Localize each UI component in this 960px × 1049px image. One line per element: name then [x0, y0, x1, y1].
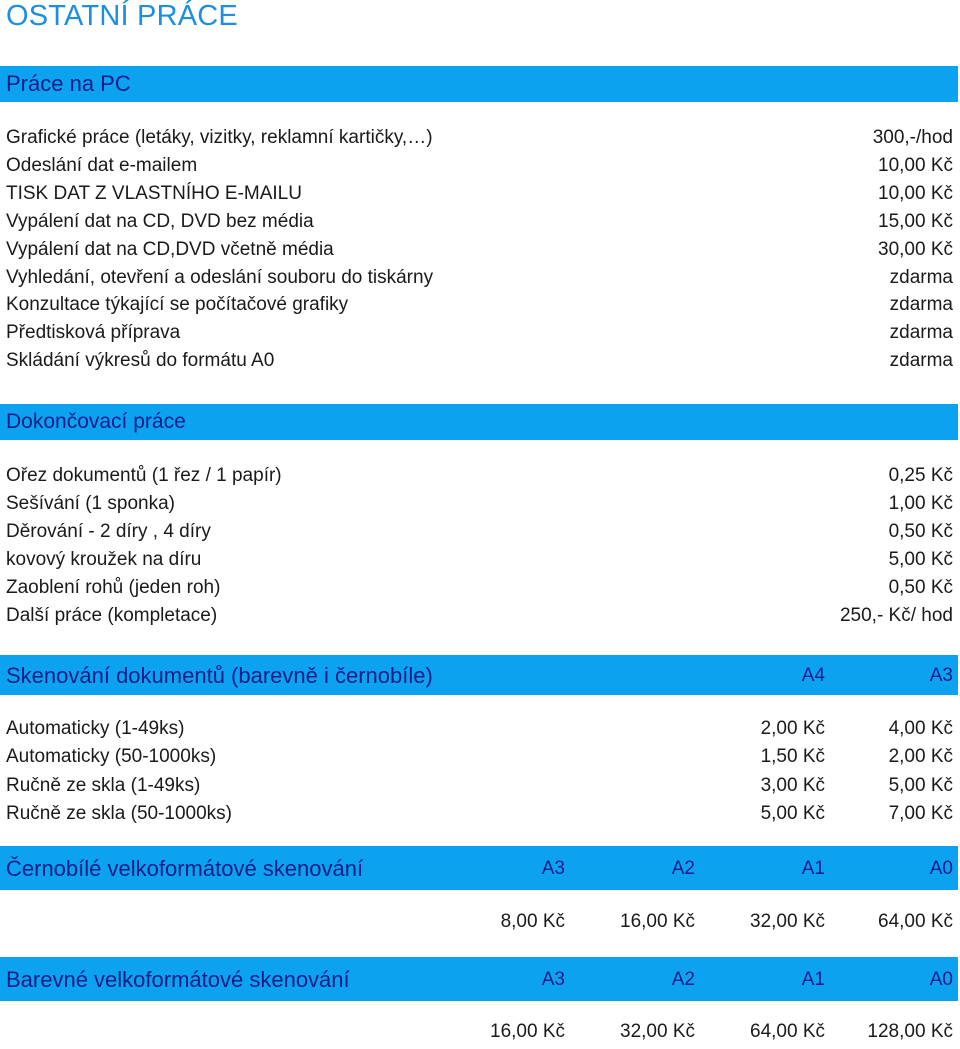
color-large-price-row [0, 1021, 960, 1049]
price-a3: 2,00 Kč [888, 746, 953, 768]
list-item [0, 183, 960, 211]
column-header-a3: A3 [929, 665, 953, 686]
list-item [0, 350, 960, 378]
item-label: Odeslání dat e-mailem [6, 154, 198, 176]
item-price: 5,00 Kč [888, 549, 953, 570]
item-price: 300,-/hod [872, 127, 953, 148]
item-label: Ručně ze skla (50-1000ks) [6, 802, 232, 824]
item-label: Konzultace týkající se počítačové grafiky [6, 294, 349, 316]
item-label: Automaticky (50-1000ks) [6, 746, 217, 768]
price-a4: 5,00 Kč [760, 802, 825, 824]
item-label: Další práce (kompletace) [6, 605, 218, 626]
price-a3: 5,00 Kč [888, 774, 953, 796]
item-label: Vypálení dat na CD, DVD bez média [6, 210, 314, 232]
column-header-a3: A3 [541, 858, 565, 879]
item-label: Skládání výkresů do formátu A0 [6, 350, 275, 372]
price-a4: 3,00 Kč [760, 774, 825, 796]
section-header-scanning [0, 655, 958, 695]
item-price: 30,00 Kč [878, 238, 953, 260]
list-item [0, 465, 960, 493]
column-header-a1: A1 [801, 858, 825, 879]
list-item [0, 493, 960, 521]
item-price: zdarma [889, 350, 953, 372]
item-label: Děrování - 2 díry , 4 díry [6, 521, 211, 542]
column-header-a4: A4 [801, 665, 825, 686]
section-title: Skenování dokumentů (barevně i černobíle) [6, 663, 433, 688]
section-title: Dokončovací práce [6, 410, 186, 433]
list-item [0, 239, 960, 267]
price-a3: 7,00 Kč [888, 802, 953, 824]
item-price: 250,- Kč/ hod [839, 605, 953, 626]
list-item [0, 322, 960, 350]
list-item [0, 605, 960, 633]
item-price: zdarma [889, 294, 953, 316]
item-price: 0,50 Kč [888, 577, 953, 598]
item-price: 10,00 Kč [878, 154, 953, 176]
list-item [0, 267, 960, 295]
item-label: Vyhledání, otevření a odeslání souboru do tiskárny [6, 266, 434, 288]
list-item [0, 775, 960, 803]
item-label: Ručně ze skla (1-49ks) [6, 774, 201, 796]
list-item [0, 577, 960, 605]
price-a0: 64,00 Kč [878, 911, 953, 932]
item-label: Zaoblení rohů (jeden roh) [6, 577, 221, 598]
section-header-pc [0, 66, 958, 102]
list-item [0, 211, 960, 239]
list-item [0, 127, 960, 155]
section-header-bw-large [0, 846, 958, 890]
column-header-a0: A0 [929, 969, 953, 990]
column-header-a2: A2 [671, 969, 695, 990]
item-price: 10,00 Kč [878, 182, 953, 204]
section-header-color-large [0, 957, 958, 1001]
price-a4: 2,00 Kč [760, 718, 825, 739]
item-label: Automaticky (1-49ks) [6, 718, 185, 739]
price-a1: 32,00 Kč [750, 911, 825, 932]
price-a3: 4,00 Kč [888, 718, 953, 739]
list-item [0, 521, 960, 549]
section-header-finishing [0, 404, 958, 440]
bw-large-price-row [0, 911, 960, 939]
item-label: TISK DAT Z VLASTNÍHO E-MAILU [6, 182, 302, 204]
list-item [0, 549, 960, 577]
list-item [0, 294, 960, 322]
item-label: Grafické práce (letáky, vizitky, reklamní kartičky,…) [6, 127, 433, 148]
section-title: Barevné velkoformátové skenování [6, 967, 350, 992]
list-item [0, 746, 960, 774]
item-label: Předtisková příprava [6, 322, 181, 344]
item-label: kovový kroužek na díru [6, 549, 202, 570]
price-a4: 1,50 Kč [760, 746, 825, 768]
section-title: Černobílé velkoformátové skenování [6, 856, 364, 881]
column-header-a0: A0 [929, 858, 953, 879]
item-price: 0,25 Kč [888, 465, 953, 486]
column-header-a3: A3 [541, 969, 565, 990]
price-a2: 16,00 Kč [620, 911, 695, 932]
item-label: Sešívání (1 sponka) [6, 493, 175, 514]
price-a3: 16,00 Kč [490, 1021, 565, 1042]
section-title: Práce na PC [6, 71, 131, 96]
price-a3: 8,00 Kč [500, 911, 565, 932]
column-header-a2: A2 [671, 858, 695, 879]
price-a1: 64,00 Kč [750, 1021, 825, 1042]
list-item [0, 155, 960, 183]
price-a2: 32,00 Kč [620, 1021, 695, 1042]
list-item [0, 718, 960, 746]
item-price: 1,00 Kč [888, 493, 953, 514]
item-price: 15,00 Kč [878, 210, 953, 232]
column-header-a1: A1 [801, 969, 825, 990]
price-a0: 128,00 Kč [867, 1021, 953, 1042]
item-label: Ořez dokumentů (1 řez / 1 papír) [6, 465, 282, 486]
item-price: zdarma [889, 266, 953, 288]
item-price: 0,50 Kč [888, 521, 953, 542]
list-item [0, 803, 960, 831]
page-title: OSTATNÍ PRÁCE [6, 0, 238, 32]
item-label: Vypálení dat na CD,DVD včetně média [6, 238, 334, 260]
item-price: zdarma [889, 322, 953, 344]
